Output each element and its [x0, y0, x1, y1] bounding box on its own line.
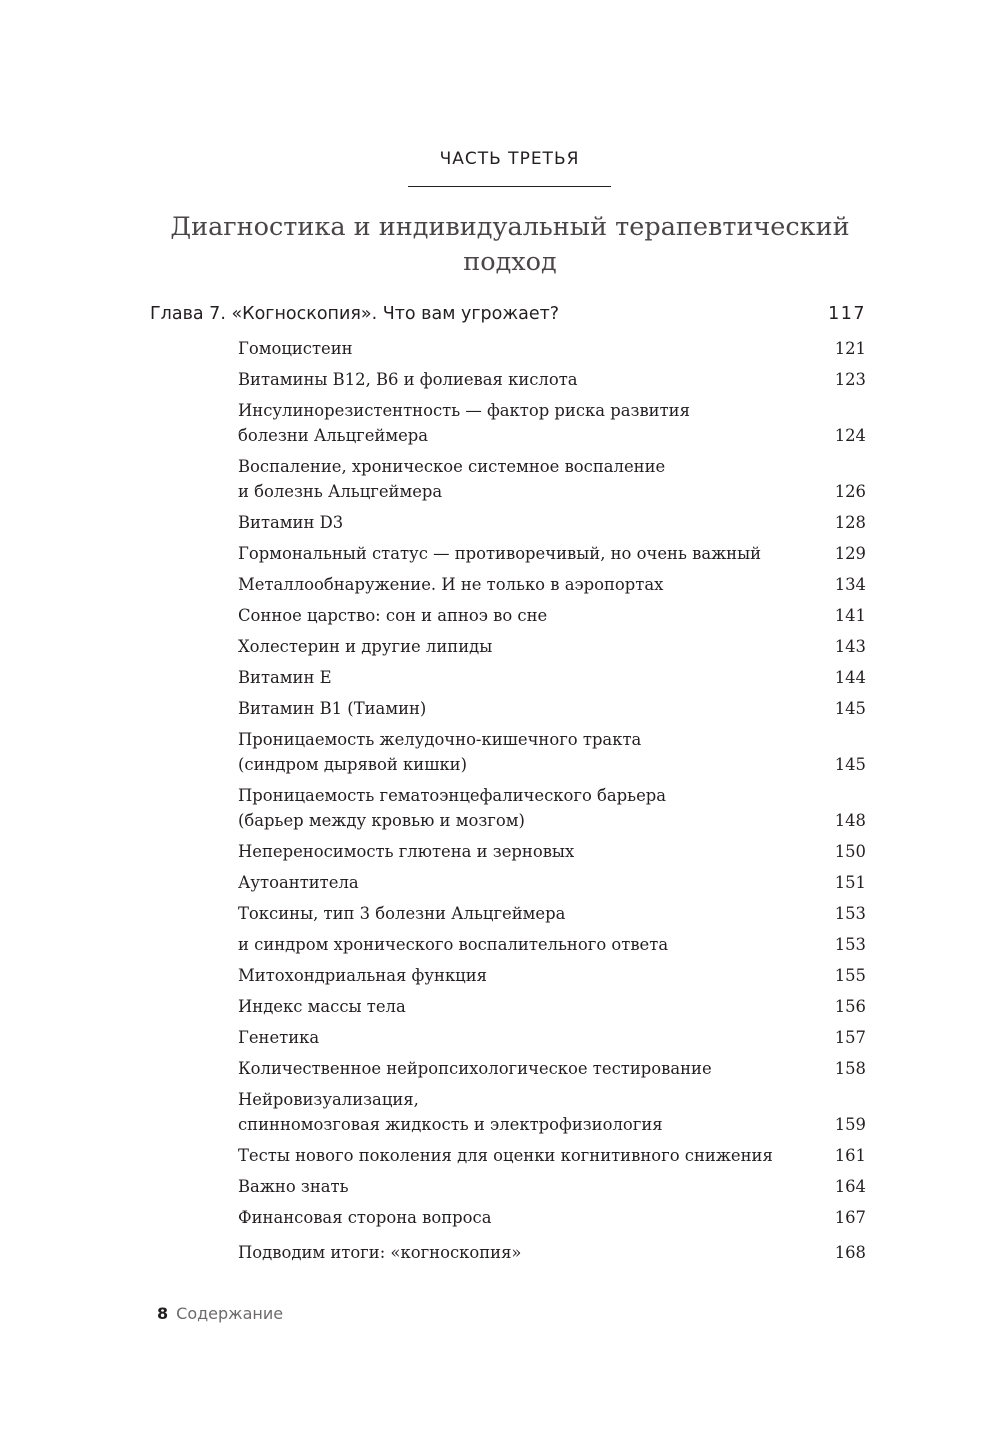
toc-entry[interactable] [238, 1143, 866, 1174]
toc-entry-title: Митохондриальная функция [238, 966, 487, 985]
toc-entry-title: Проницаемость желудочно-кишечного тракта (синдром дырявой кишки) [238, 730, 642, 774]
toc-entry-title: Непереносимость глютена и зерновых [238, 842, 575, 861]
toc-entry[interactable] [238, 932, 866, 963]
toc-entry-page: 156 [834, 997, 866, 1016]
toc-entry-title: Витамин B1 (Тиамин) [238, 699, 427, 718]
toc-entry-title: Проницаемость гематоэнцефалического барьера (барьер между кровью и мозгом) [238, 786, 667, 830]
toc-entry-page: 158 [834, 1059, 866, 1078]
toc-entry-page: 148 [834, 811, 866, 830]
footer-page-number: 8 [157, 1304, 169, 1323]
toc-entry-title: Сонное царство: сон и апноэ во сне [238, 606, 548, 625]
toc-entry[interactable] [238, 870, 866, 901]
toc-entry[interactable] [238, 1087, 866, 1143]
toc-entry-title: Аутоантитела [238, 873, 359, 892]
toc-entry-page: 164 [834, 1177, 866, 1196]
toc-entry-page: 144 [834, 668, 866, 687]
toc-entry-title: Генетика [238, 1028, 320, 1047]
toc-entry-title: Важно знать [238, 1177, 349, 1196]
chapter-page: 117 [828, 304, 866, 324]
toc-entry-title: Металлообнаружение. И не только в аэропортах [238, 575, 664, 594]
toc-entry-title: и синдром хронического воспалительного ответа [238, 935, 669, 954]
chapter-title: Глава 7. «Когноскопия». Что вам угрожает? [150, 304, 560, 324]
toc-entry-title: Гомоцистеин [238, 339, 353, 358]
toc-entry[interactable] [238, 1056, 866, 1087]
toc-entry-page: 145 [834, 699, 866, 718]
toc-entry[interactable] [238, 1205, 866, 1236]
part-title: Диагностика и индивидуальный терапевтический подход [170, 212, 850, 277]
toc-entries [238, 336, 866, 1271]
toc-entry-page: 155 [834, 966, 866, 985]
page-footer [157, 1304, 283, 1323]
part-divider [408, 186, 611, 187]
toc-entry-title: Нейровизуализация, спинномозговая жидкость и электрофизиология [238, 1090, 663, 1134]
toc-entry[interactable] [238, 541, 866, 572]
toc-entry-page: 145 [834, 755, 866, 774]
toc-entry-page: 167 [834, 1208, 866, 1227]
toc-entry[interactable] [238, 398, 866, 454]
footer-label: Содержание [176, 1304, 284, 1323]
toc-entry-title: Количественное нейропсихологическое тестирование [238, 1059, 712, 1078]
toc-entry-page: 161 [834, 1146, 866, 1165]
toc-entry[interactable] [238, 727, 866, 783]
toc-entry[interactable] [238, 783, 866, 839]
toc-entry[interactable] [238, 901, 866, 932]
part-label: ЧАСТЬ ТРЕТЬЯ [439, 149, 580, 169]
toc-entry-title: Воспаление, хроническое системное воспаление и болезнь Альцгеймера [238, 457, 666, 501]
toc-entry[interactable] [238, 839, 866, 870]
toc-entry[interactable] [238, 336, 866, 367]
toc-entry[interactable] [238, 1240, 866, 1271]
toc-entry[interactable] [238, 665, 866, 696]
toc-entry[interactable] [238, 963, 866, 994]
toc-entry-page: 153 [834, 904, 866, 923]
chapter-row[interactable] [150, 304, 866, 330]
toc-entry[interactable] [238, 367, 866, 398]
toc-entry-page: 141 [834, 606, 866, 625]
toc-entry-page: 124 [834, 426, 866, 445]
toc-entry-title: Витамин D3 [238, 513, 344, 532]
toc-entry-page: 123 [834, 370, 866, 389]
toc-entry[interactable] [238, 510, 866, 541]
toc-entry-page: 159 [834, 1115, 866, 1134]
toc-entry[interactable] [238, 603, 866, 634]
toc-entry-page: 143 [834, 637, 866, 656]
toc-entry-title: Витамин E [238, 668, 332, 687]
toc-entry-title: Токсины, тип 3 болезни Альцгеймера [238, 904, 566, 923]
toc-entry-title: Витамины B12, B6 и фолиевая кислота [238, 370, 578, 389]
toc-entry-page: 168 [834, 1243, 866, 1262]
toc-entry[interactable] [238, 634, 866, 665]
toc-entry-page: 134 [834, 575, 866, 594]
toc-entry[interactable] [238, 1025, 866, 1056]
toc-entry-page: 126 [834, 482, 866, 501]
toc-entry-page: 128 [834, 513, 866, 532]
toc-entry[interactable] [238, 994, 866, 1025]
toc-entry-title: Тесты нового поколения для оценки когнитивного снижения [238, 1146, 773, 1165]
toc-entry[interactable] [238, 696, 866, 727]
toc-entry-page: 151 [834, 873, 866, 892]
toc-entry-title: Подводим итоги: «когноскопия» [238, 1243, 522, 1262]
toc-entry-page: 157 [834, 1028, 866, 1047]
toc-entry-title: Гормональный статус — противоречивый, но очень важный [238, 544, 762, 563]
toc-entry-title: Финансовая сторона вопроса [238, 1208, 492, 1227]
toc-entry[interactable] [238, 572, 866, 603]
toc-entry-title: Индекс массы тела [238, 997, 406, 1016]
toc-entry-page: 129 [834, 544, 866, 563]
toc-entry-page: 121 [834, 339, 866, 358]
toc-entry[interactable] [238, 1174, 866, 1205]
toc-entry[interactable] [238, 454, 866, 510]
toc-entry-page: 150 [834, 842, 866, 861]
toc-entry-page: 153 [834, 935, 866, 954]
toc-entry-title: Холестерин и другие липиды [238, 637, 493, 656]
toc-entry-title: Инсулинорезистентность — фактор риска развития болезни Альцгеймера [238, 401, 690, 445]
